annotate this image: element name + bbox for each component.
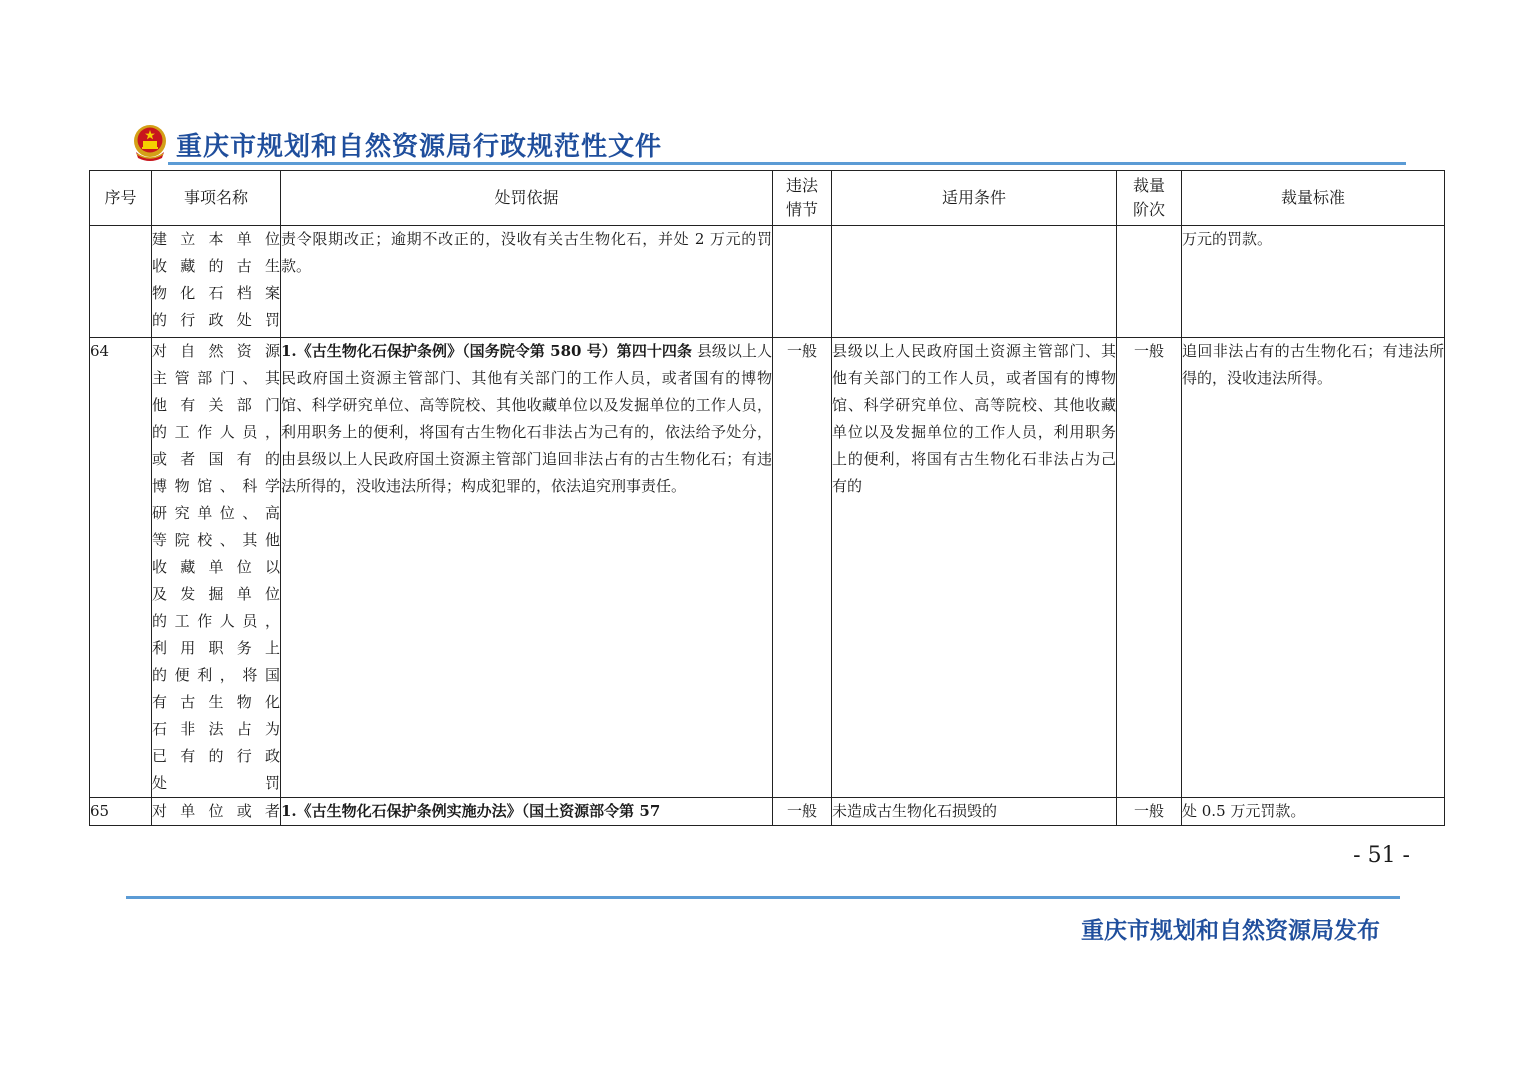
row-standard: 万元的罚款。 [1182, 226, 1445, 338]
footer-publisher: 重庆市规划和自然资源局发布 [1081, 918, 1380, 944]
row-basis [281, 798, 773, 826]
col-header-level-line1: 裁量 [1132, 176, 1165, 195]
item-line: 等院校、其他 [152, 531, 280, 549]
document-header [128, 122, 1408, 170]
item-line: 处罚 [152, 774, 280, 792]
col-header-item: 事项名称 [152, 171, 281, 226]
basis-law-title: 1.《古生物化石保护条例》（国务院令第 580 号）第四十四条 [281, 342, 692, 360]
national-emblem-icon [132, 124, 168, 162]
col-header-violation [773, 171, 832, 226]
row-basis: 责令限期改正；逾期不改正的，没收有关古生物化石，并处 2 万元的罚款。 [281, 226, 773, 338]
row-standard: 处 0.5 万元罚款。 [1182, 798, 1445, 826]
basis-text: 县级以上人民政府国土资源主管部门、其他有关部门的工作人员，或者国有的博物馆、科学研究单位、高等院校、其他收藏单位以及发掘单位的工作人员，利用职务上的便利，将国有古生物化石非法占为己有的，依法给予处分，由县级以上人民政府国土资源主管部门追回非法占有的古生物化石；有违法所得的，没收违法所得；构成犯罪的，依法追究刑事责任。 [281, 342, 772, 495]
row-condition: 县级以上人民政府国土资源主管部门、其他有关部门的工作人员，或者国有的博物馆、科学研究单位、高等院校、其他收藏单位以及发掘单位的工作人员，利用职务上的便利，将国有古生物化石非法占为己有的 [832, 338, 1117, 798]
item-line: 对单位或者 [152, 802, 280, 820]
row-standard: 追回非法占有的古生物化石；有违法所得的，没收违法所得。 [1182, 338, 1445, 798]
row-condition: 未造成古生物化石损毁的 [832, 798, 1117, 826]
col-header-level [1117, 171, 1182, 226]
footer-divider [126, 896, 1400, 899]
item-line: 收藏的古生 [152, 257, 280, 275]
item-line: 对自然资源 [152, 342, 280, 360]
col-header-standard: 裁量标准 [1182, 171, 1445, 226]
basis-law-title: 1.《古生物化石保护条例实施办法》（国土资源部令第 57 [281, 802, 661, 820]
page-number: - 51 - [1353, 843, 1410, 868]
item-line: 的行政处罚 [152, 311, 280, 329]
col-header-violation-line2: 情节 [785, 200, 818, 219]
table-row [90, 338, 1445, 798]
table-row [90, 226, 1445, 338]
row-violation [773, 226, 832, 338]
item-line: 已有的行政 [152, 747, 280, 765]
col-header-violation-line1: 违法 [785, 176, 818, 195]
item-line: 他有关部门 [152, 396, 280, 414]
row-item-name [152, 226, 281, 338]
item-line: 建立本单位 [152, 230, 280, 248]
row-num: 64 [90, 338, 152, 798]
col-header-num: 序号 [90, 171, 152, 226]
row-level: 一般 [1117, 338, 1182, 798]
row-num [90, 226, 152, 338]
row-level [1117, 226, 1182, 338]
item-line: 或者国有的 [152, 450, 280, 468]
item-line: 研究单位、高 [152, 504, 280, 522]
item-line: 收藏单位以 [152, 558, 280, 576]
row-violation: 一般 [773, 338, 832, 798]
header-title: 重庆市规划和自然资源局行政规范性文件 [176, 132, 663, 162]
item-line: 的便利，将国 [152, 666, 280, 684]
col-header-basis: 处罚依据 [281, 171, 773, 226]
row-item-name [152, 338, 281, 798]
item-line: 的工作人员， [152, 612, 280, 630]
item-line: 及发掘单位 [152, 585, 280, 603]
table-row [90, 798, 1445, 826]
row-level: 一般 [1117, 798, 1182, 826]
row-condition [832, 226, 1117, 338]
item-line: 的工作人员， [152, 423, 280, 441]
header-divider [168, 162, 1406, 165]
row-item-name [152, 798, 281, 826]
table-header-row [90, 171, 1445, 226]
item-line: 主管部门、其 [152, 369, 280, 387]
item-line: 利用职务上 [152, 639, 280, 657]
penalty-discretion-table [89, 170, 1445, 826]
row-basis [281, 338, 773, 798]
col-header-level-line2: 阶次 [1132, 200, 1165, 219]
col-header-condition: 适用条件 [832, 171, 1117, 226]
item-line: 博物馆、科学 [152, 477, 280, 495]
row-num: 65 [90, 798, 152, 826]
item-line: 有古生物化 [152, 693, 280, 711]
item-line: 石非法占为 [152, 720, 280, 738]
item-line: 物化石档案 [152, 284, 280, 302]
row-violation: 一般 [773, 798, 832, 826]
